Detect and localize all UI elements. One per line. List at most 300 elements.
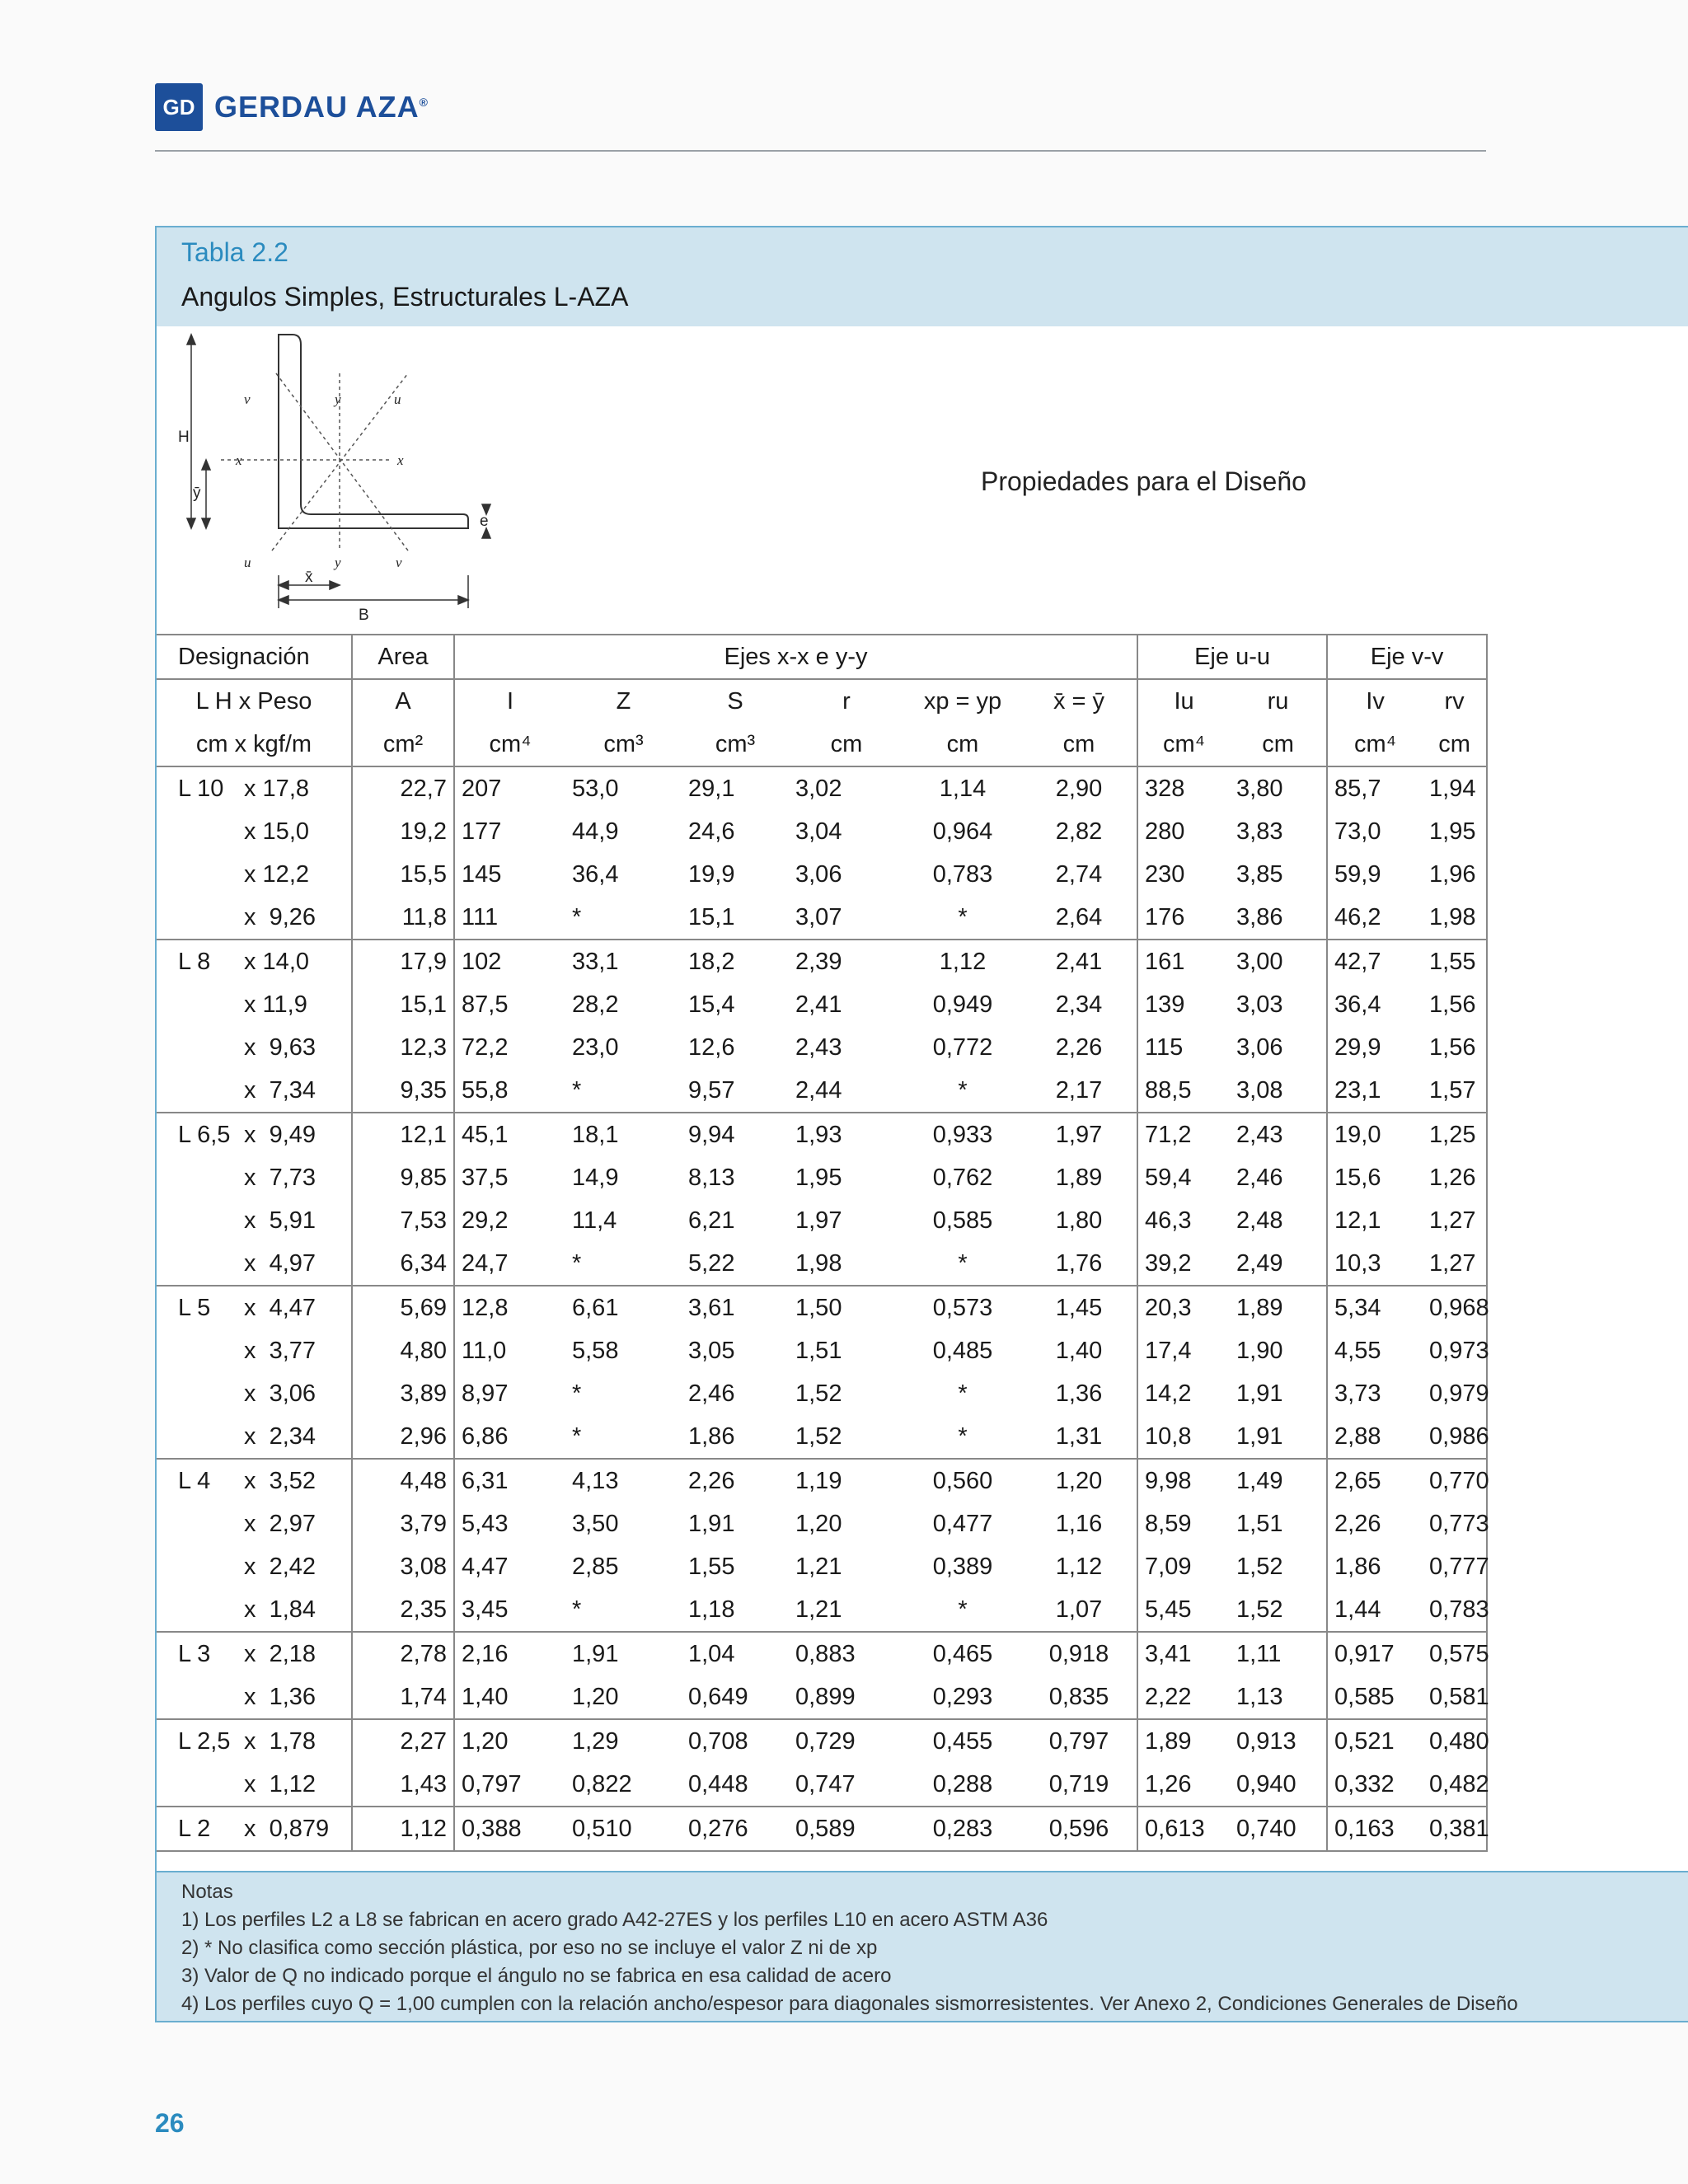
- value-cell: 0,770: [1423, 1459, 1487, 1502]
- value-cell: 0,740: [1230, 1807, 1327, 1851]
- designation-cell: [157, 896, 352, 940]
- value-cell: 42,7: [1327, 940, 1423, 983]
- value-cell: 3,00: [1230, 940, 1327, 983]
- value-cell: 0,913: [1230, 1719, 1327, 1763]
- table-row: [157, 1763, 1487, 1807]
- weight-label: x 3,77: [244, 1337, 316, 1364]
- header-area: Area: [352, 635, 454, 679]
- value-cell: 0,773: [1423, 1502, 1487, 1545]
- designation-cell: [157, 1069, 352, 1113]
- value-cell: 3,85: [1236, 860, 1283, 888]
- table-row: [157, 1372, 1487, 1415]
- value-cell: 0,448: [688, 1770, 748, 1797]
- value-cell: 0,918: [1021, 1632, 1137, 1675]
- value-cell: *: [958, 903, 968, 930]
- weight-label: x 5,91: [244, 1207, 316, 1234]
- value-cell: 88,5: [1137, 1069, 1230, 1113]
- designation-cell: [157, 1329, 352, 1372]
- value-cell: 14,2: [1137, 1372, 1230, 1415]
- units-row: [157, 723, 1487, 766]
- value-cell: 2,35: [352, 1588, 454, 1632]
- value-cell: 3,06: [795, 860, 842, 888]
- value-cell: 0,485: [932, 1337, 993, 1364]
- size-label: L 2: [178, 1815, 211, 1842]
- value-cell: 0,521: [1327, 1719, 1423, 1763]
- note-item: 1) Los perfiles L2 a L8 se fabrican en acero grado A42-27ES y los perfiles L10 en acero ASTM A36: [181, 1909, 1048, 1931]
- weight-label: x 1,36: [244, 1683, 316, 1710]
- value-cell: 102: [454, 940, 565, 983]
- value-cell: 72,2: [454, 1026, 565, 1069]
- value-cell: 0,293: [932, 1683, 993, 1710]
- value-cell: 0,964: [932, 818, 993, 845]
- unit-label: cm: [1062, 730, 1095, 757]
- value-cell: 161: [1137, 940, 1230, 983]
- table-row: [157, 766, 1487, 810]
- value-cell: 6,86: [454, 1415, 565, 1459]
- weight-label: x 1,84: [244, 1596, 316, 1623]
- designation-cell: [157, 1588, 352, 1632]
- note-item: 3) Valor de Q no indicado porque el ángulo no se fabrica en esa calidad de acero: [181, 1965, 892, 1987]
- designation-cell: [157, 1675, 352, 1719]
- value-cell: 1,97: [1021, 1113, 1137, 1156]
- table-row: [157, 1502, 1487, 1545]
- value-cell: 1,36: [1055, 1380, 1103, 1407]
- value-cell: 0,822: [572, 1770, 632, 1797]
- value-cell: 1,31: [1055, 1422, 1103, 1450]
- value-cell: 5,45: [1137, 1588, 1230, 1632]
- value-cell: 1,86: [1327, 1545, 1423, 1588]
- value-cell: 1,19: [789, 1459, 904, 1502]
- value-cell: 177: [454, 810, 565, 853]
- value-cell: 1,27: [1423, 1242, 1487, 1286]
- value-cell: 2,16: [454, 1632, 565, 1675]
- value-cell: 0,835: [1048, 1683, 1109, 1710]
- value-cell: 19,0: [1327, 1113, 1423, 1156]
- value-cell: 1,40: [454, 1675, 565, 1719]
- designation-cell: [157, 1763, 352, 1807]
- value-cell: 2,41: [1021, 940, 1137, 983]
- value-cell: 2,49: [1236, 1249, 1283, 1277]
- value-cell: 1,12: [352, 1807, 454, 1851]
- diagram-v-label: v: [244, 391, 251, 407]
- weight-label: x 9,49: [244, 1121, 316, 1148]
- value-cell: 5,22: [688, 1249, 735, 1277]
- value-cell: 39,2: [1137, 1242, 1230, 1286]
- weight-label: x 7,34: [244, 1076, 316, 1104]
- value-cell: 0,772: [932, 1033, 993, 1061]
- designation-cell: [157, 1156, 352, 1199]
- weight-label: x 3,52: [244, 1467, 316, 1494]
- value-cell: 2,96: [352, 1415, 454, 1459]
- value-cell: 0,613: [1137, 1807, 1230, 1851]
- size-label: L 4: [178, 1467, 211, 1494]
- value-cell: 3,50: [572, 1510, 619, 1537]
- unit-label: cm: [1423, 723, 1487, 766]
- value-cell: 0,973: [1423, 1329, 1487, 1372]
- col-label: xp = yp: [904, 679, 1021, 723]
- designation-cell: [157, 983, 352, 1026]
- col-label: ru: [1230, 679, 1327, 723]
- col-label: Iu: [1137, 679, 1230, 723]
- value-cell: 1,27: [1423, 1199, 1487, 1242]
- value-cell: 0,596: [1021, 1807, 1137, 1851]
- table-row: [157, 1113, 1487, 1156]
- value-cell: 1,80: [1055, 1207, 1103, 1234]
- value-cell: 4,80: [352, 1329, 454, 1372]
- value-cell: 1,91: [565, 1632, 682, 1675]
- value-cell: 2,41: [795, 991, 842, 1018]
- value-cell: 0,777: [1423, 1545, 1487, 1588]
- diagram-H-label: H: [178, 429, 190, 446]
- value-cell: 0,917: [1327, 1632, 1423, 1675]
- value-cell: 46,2: [1327, 896, 1423, 940]
- value-cell: 1,40: [1055, 1337, 1103, 1364]
- value-cell: 3,45: [454, 1588, 565, 1632]
- weight-label: x 2,42: [244, 1553, 316, 1580]
- value-cell: *: [572, 1076, 582, 1104]
- value-cell: 4,55: [1327, 1329, 1423, 1372]
- value-cell: 2,64: [1055, 903, 1103, 930]
- angle-section-diagram: [173, 328, 519, 623]
- diagram-x-label: x: [236, 452, 242, 468]
- unit-label: cm³: [603, 730, 644, 757]
- value-cell: 10,8: [1137, 1415, 1230, 1459]
- value-cell: 0,589: [789, 1807, 904, 1851]
- value-cell: 22,7: [352, 766, 454, 810]
- value-cell: 1,89: [1055, 1164, 1103, 1191]
- value-cell: 7,09: [1137, 1545, 1230, 1588]
- value-cell: 145: [454, 853, 565, 896]
- value-cell: 1,14: [904, 766, 1021, 810]
- value-cell: 0,477: [932, 1510, 993, 1537]
- value-cell: 0,747: [795, 1770, 856, 1797]
- value-cell: 12,1: [1327, 1199, 1423, 1242]
- col-label: A: [352, 679, 454, 723]
- value-cell: 8,97: [454, 1372, 565, 1415]
- table-row: [157, 853, 1487, 896]
- value-cell: 5,34: [1327, 1286, 1423, 1329]
- logo-mark: GD: [155, 83, 203, 131]
- table-row: [157, 1242, 1487, 1286]
- value-cell: 1,51: [795, 1337, 842, 1364]
- unit-label: cm: [1262, 730, 1294, 757]
- col-label: L H x Peso: [157, 679, 352, 723]
- value-cell: 1,12: [1055, 1553, 1103, 1580]
- value-cell: 18,2: [682, 940, 789, 983]
- value-cell: 1,26: [1423, 1156, 1487, 1199]
- table-row: [157, 1415, 1487, 1459]
- weight-label: x 3,06: [244, 1380, 316, 1407]
- col-label: I: [454, 679, 565, 723]
- diagram-u-label: u: [394, 391, 401, 407]
- value-cell: 6,61: [565, 1286, 682, 1329]
- col-label: S: [682, 679, 789, 723]
- diagram-e-label: e: [480, 513, 489, 530]
- value-cell: 46,3: [1137, 1199, 1230, 1242]
- value-cell: 15,1: [352, 983, 454, 1026]
- designation-cell: [157, 1242, 352, 1286]
- table-title: Angulos Simples, Estructurales L-AZA: [181, 282, 629, 312]
- table-row: [157, 1069, 1487, 1113]
- value-cell: 0,708: [682, 1719, 789, 1763]
- note-item: 2) * No clasifica como sección plástica, por eso no se incluye el valor Z ni de xp: [181, 1937, 878, 1959]
- value-cell: 207: [454, 766, 565, 810]
- value-cell: 2,65: [1327, 1459, 1423, 1502]
- value-cell: 36,4: [572, 860, 619, 888]
- column-label-row: [157, 679, 1487, 723]
- value-cell: 2,46: [1236, 1164, 1283, 1191]
- unit-label: cm: [830, 730, 863, 757]
- value-cell: 176: [1137, 896, 1230, 940]
- value-cell: 0,581: [1423, 1675, 1487, 1719]
- value-cell: 0,729: [789, 1719, 904, 1763]
- value-cell: 0,719: [1048, 1770, 1109, 1797]
- value-cell: *: [572, 1249, 582, 1277]
- value-cell: 9,94: [682, 1113, 789, 1156]
- table-row: [157, 1675, 1487, 1719]
- value-cell: *: [958, 1249, 968, 1277]
- value-cell: 37,5: [454, 1156, 565, 1199]
- header-rule: [155, 150, 1486, 152]
- company-logo: [155, 82, 429, 132]
- designation-cell: [157, 1026, 352, 1069]
- value-cell: 9,57: [688, 1076, 735, 1104]
- value-cell: 1,11: [1230, 1632, 1327, 1675]
- value-cell: 1,50: [789, 1286, 904, 1329]
- table-row: [157, 1329, 1487, 1372]
- value-cell: 1,29: [565, 1719, 682, 1763]
- value-cell: 12,1: [352, 1113, 454, 1156]
- logo-text: GERDAU AZA®: [214, 90, 429, 124]
- value-cell: 1,52: [1236, 1553, 1283, 1580]
- value-cell: 3,80: [1230, 766, 1327, 810]
- diagram-B-label: B: [359, 607, 369, 623]
- value-cell: 59,9: [1327, 853, 1423, 896]
- value-cell: 5,43: [454, 1502, 565, 1545]
- unit-label: cm⁴: [1327, 723, 1423, 766]
- value-cell: 0,283: [904, 1807, 1021, 1851]
- value-cell: 12,3: [352, 1026, 454, 1069]
- value-cell: 12,6: [688, 1033, 735, 1061]
- value-cell: 3,83: [1236, 818, 1283, 845]
- value-cell: *: [572, 903, 582, 930]
- value-cell: 17,9: [352, 940, 454, 983]
- group-header-row: [157, 635, 1487, 679]
- value-cell: 9,35: [352, 1069, 454, 1113]
- value-cell: 2,26: [1327, 1502, 1423, 1545]
- value-cell: 3,07: [795, 903, 842, 930]
- table-row: [157, 1199, 1487, 1242]
- value-cell: 0,388: [454, 1807, 565, 1851]
- value-cell: 2,46: [688, 1380, 735, 1407]
- value-cell: 2,90: [1021, 766, 1137, 810]
- size-label: L 6,5: [178, 1121, 231, 1148]
- value-cell: 1,94: [1423, 766, 1487, 810]
- value-cell: 8,59: [1137, 1502, 1230, 1545]
- value-cell: 23,0: [572, 1033, 619, 1061]
- value-cell: 0,783: [1423, 1588, 1487, 1632]
- value-cell: 0,332: [1327, 1763, 1423, 1807]
- value-cell: 3,04: [795, 818, 842, 845]
- value-cell: 111: [454, 896, 565, 940]
- value-cell: 0,899: [795, 1683, 856, 1710]
- weight-label: x 4,47: [244, 1294, 316, 1321]
- value-cell: 1,49: [1230, 1459, 1327, 1502]
- table-row: [157, 1286, 1487, 1329]
- value-cell: 0,389: [932, 1553, 993, 1580]
- value-cell: 1,52: [1236, 1596, 1283, 1623]
- value-cell: 0,510: [565, 1807, 682, 1851]
- value-cell: 1,98: [795, 1249, 842, 1277]
- weight-label: x 2,18: [244, 1640, 316, 1667]
- value-cell: 0,797: [1021, 1719, 1137, 1763]
- value-cell: 29,1: [682, 766, 789, 810]
- value-cell: 7,53: [352, 1199, 454, 1242]
- designation-cell: [157, 1286, 352, 1329]
- diagram-ybar-label: ȳ: [193, 485, 201, 502]
- value-cell: *: [572, 1380, 582, 1407]
- size-label: L 10: [178, 775, 224, 802]
- value-cell: 0,585: [1327, 1675, 1423, 1719]
- value-cell: 0,986: [1423, 1415, 1487, 1459]
- value-cell: 1,20: [1021, 1459, 1137, 1502]
- value-cell: 36,4: [1327, 983, 1423, 1026]
- value-cell: 0,381: [1423, 1807, 1487, 1851]
- designation-cell: [157, 1719, 352, 1763]
- value-cell: 9,85: [352, 1156, 454, 1199]
- notes-section: [157, 1871, 1688, 2021]
- table-row: [157, 1588, 1487, 1632]
- value-cell: 0,940: [1236, 1770, 1296, 1797]
- designation-cell: [157, 1415, 352, 1459]
- unit-label: cm²: [352, 723, 454, 766]
- value-cell: 3,89: [352, 1372, 454, 1415]
- value-cell: 1,91: [688, 1510, 735, 1537]
- value-cell: 12,8: [454, 1286, 565, 1329]
- col-label: Iv: [1327, 679, 1423, 723]
- value-cell: 24,6: [688, 818, 735, 845]
- value-cell: 20,3: [1137, 1286, 1230, 1329]
- value-cell: 1,90: [1236, 1337, 1283, 1364]
- value-cell: 2,27: [352, 1719, 454, 1763]
- value-cell: 2,88: [1327, 1415, 1423, 1459]
- value-cell: 0,163: [1327, 1807, 1423, 1851]
- table-row: [157, 940, 1487, 983]
- diagram-y-label-bottom: y: [335, 555, 341, 570]
- value-cell: 0,585: [932, 1207, 993, 1234]
- value-cell: 230: [1137, 853, 1230, 896]
- value-cell: 0,797: [454, 1763, 565, 1807]
- value-cell: 28,2: [572, 991, 619, 1018]
- value-cell: 1,95: [795, 1164, 842, 1191]
- designation-cell: [157, 766, 352, 810]
- value-cell: 4,48: [352, 1459, 454, 1502]
- value-cell: 29,2: [454, 1199, 565, 1242]
- value-cell: 1,45: [1021, 1286, 1137, 1329]
- table-panel: [155, 226, 1688, 2022]
- value-cell: 18,1: [565, 1113, 682, 1156]
- value-cell: 2,44: [795, 1076, 842, 1104]
- value-cell: 1,96: [1423, 853, 1487, 896]
- weight-label: x 0,879: [244, 1815, 330, 1842]
- diagram-v-label-bottom: v: [396, 555, 402, 570]
- table-row: [157, 983, 1487, 1026]
- value-cell: 17,4: [1137, 1329, 1230, 1372]
- value-cell: 1,16: [1055, 1510, 1103, 1537]
- table-label: Tabla 2.2: [181, 237, 288, 267]
- header-ejes-xy: Ejes x-x e y-y: [454, 635, 1137, 679]
- value-cell: 15,6: [1327, 1156, 1423, 1199]
- value-cell: 4,13: [565, 1459, 682, 1502]
- unit-label: cm⁴: [1137, 723, 1230, 766]
- weight-label: x 7,73: [244, 1164, 316, 1191]
- designation-cell: [157, 1113, 352, 1156]
- value-cell: 0,649: [688, 1683, 748, 1710]
- value-cell: 3,61: [682, 1286, 789, 1329]
- value-cell: 1,20: [454, 1719, 565, 1763]
- value-cell: 5,69: [352, 1286, 454, 1329]
- weight-label: x 2,34: [244, 1422, 316, 1450]
- value-cell: 9,98: [1137, 1459, 1230, 1502]
- size-label: L 5: [178, 1294, 211, 1321]
- value-cell: 328: [1137, 766, 1230, 810]
- value-cell: 1,89: [1230, 1286, 1327, 1329]
- col-label: rv: [1423, 679, 1487, 723]
- value-cell: 0,482: [1423, 1763, 1487, 1807]
- value-cell: 280: [1137, 810, 1230, 853]
- designation-cell: [157, 1502, 352, 1545]
- value-cell: 1,26: [1137, 1763, 1230, 1807]
- value-cell: 5,58: [572, 1337, 619, 1364]
- value-cell: 0,575: [1423, 1632, 1487, 1675]
- value-cell: 1,56: [1423, 983, 1487, 1026]
- value-cell: 1,95: [1423, 810, 1487, 853]
- diagram-y-label: y: [335, 391, 341, 407]
- value-cell: 0,560: [904, 1459, 1021, 1502]
- value-cell: 6,34: [352, 1242, 454, 1286]
- value-cell: 115: [1137, 1026, 1230, 1069]
- value-cell: 45,1: [454, 1113, 565, 1156]
- weight-label: x 1,78: [244, 1727, 316, 1755]
- value-cell: 2,26: [682, 1459, 789, 1502]
- weight-label: x 9,26: [244, 903, 316, 930]
- value-cell: 2,43: [795, 1033, 842, 1061]
- value-cell: 2,26: [1055, 1033, 1103, 1061]
- value-cell: 139: [1137, 983, 1230, 1026]
- value-cell: 1,86: [688, 1422, 735, 1450]
- value-cell: 6,31: [454, 1459, 565, 1502]
- value-cell: 10,3: [1327, 1242, 1423, 1286]
- note-item: 4) Los perfiles cuyo Q = 1,00 cumplen con la relación ancho/espesor para diagonales sismorresistentes. Ver Anexo 2, Condiciones Generales de Diseño: [181, 1993, 1518, 2015]
- value-cell: 1,91: [1236, 1422, 1283, 1450]
- designation-cell: [157, 810, 352, 853]
- value-cell: 87,5: [454, 983, 565, 1026]
- diagram-x-label-right: x: [397, 452, 404, 468]
- weight-label: x 1,12: [244, 1770, 316, 1797]
- value-cell: 8,13: [688, 1164, 735, 1191]
- weight-label: x 14,0: [244, 948, 309, 975]
- value-cell: 1,52: [795, 1422, 842, 1450]
- value-cell: 2,34: [1055, 991, 1103, 1018]
- table-row: [157, 896, 1487, 940]
- value-cell: 1,55: [688, 1553, 735, 1580]
- value-cell: 0,933: [904, 1113, 1021, 1156]
- value-cell: 4,47: [454, 1545, 565, 1588]
- size-label: L 8: [178, 948, 211, 975]
- value-cell: 0,288: [932, 1770, 993, 1797]
- value-cell: 1,21: [795, 1553, 842, 1580]
- designation-cell: [157, 940, 352, 983]
